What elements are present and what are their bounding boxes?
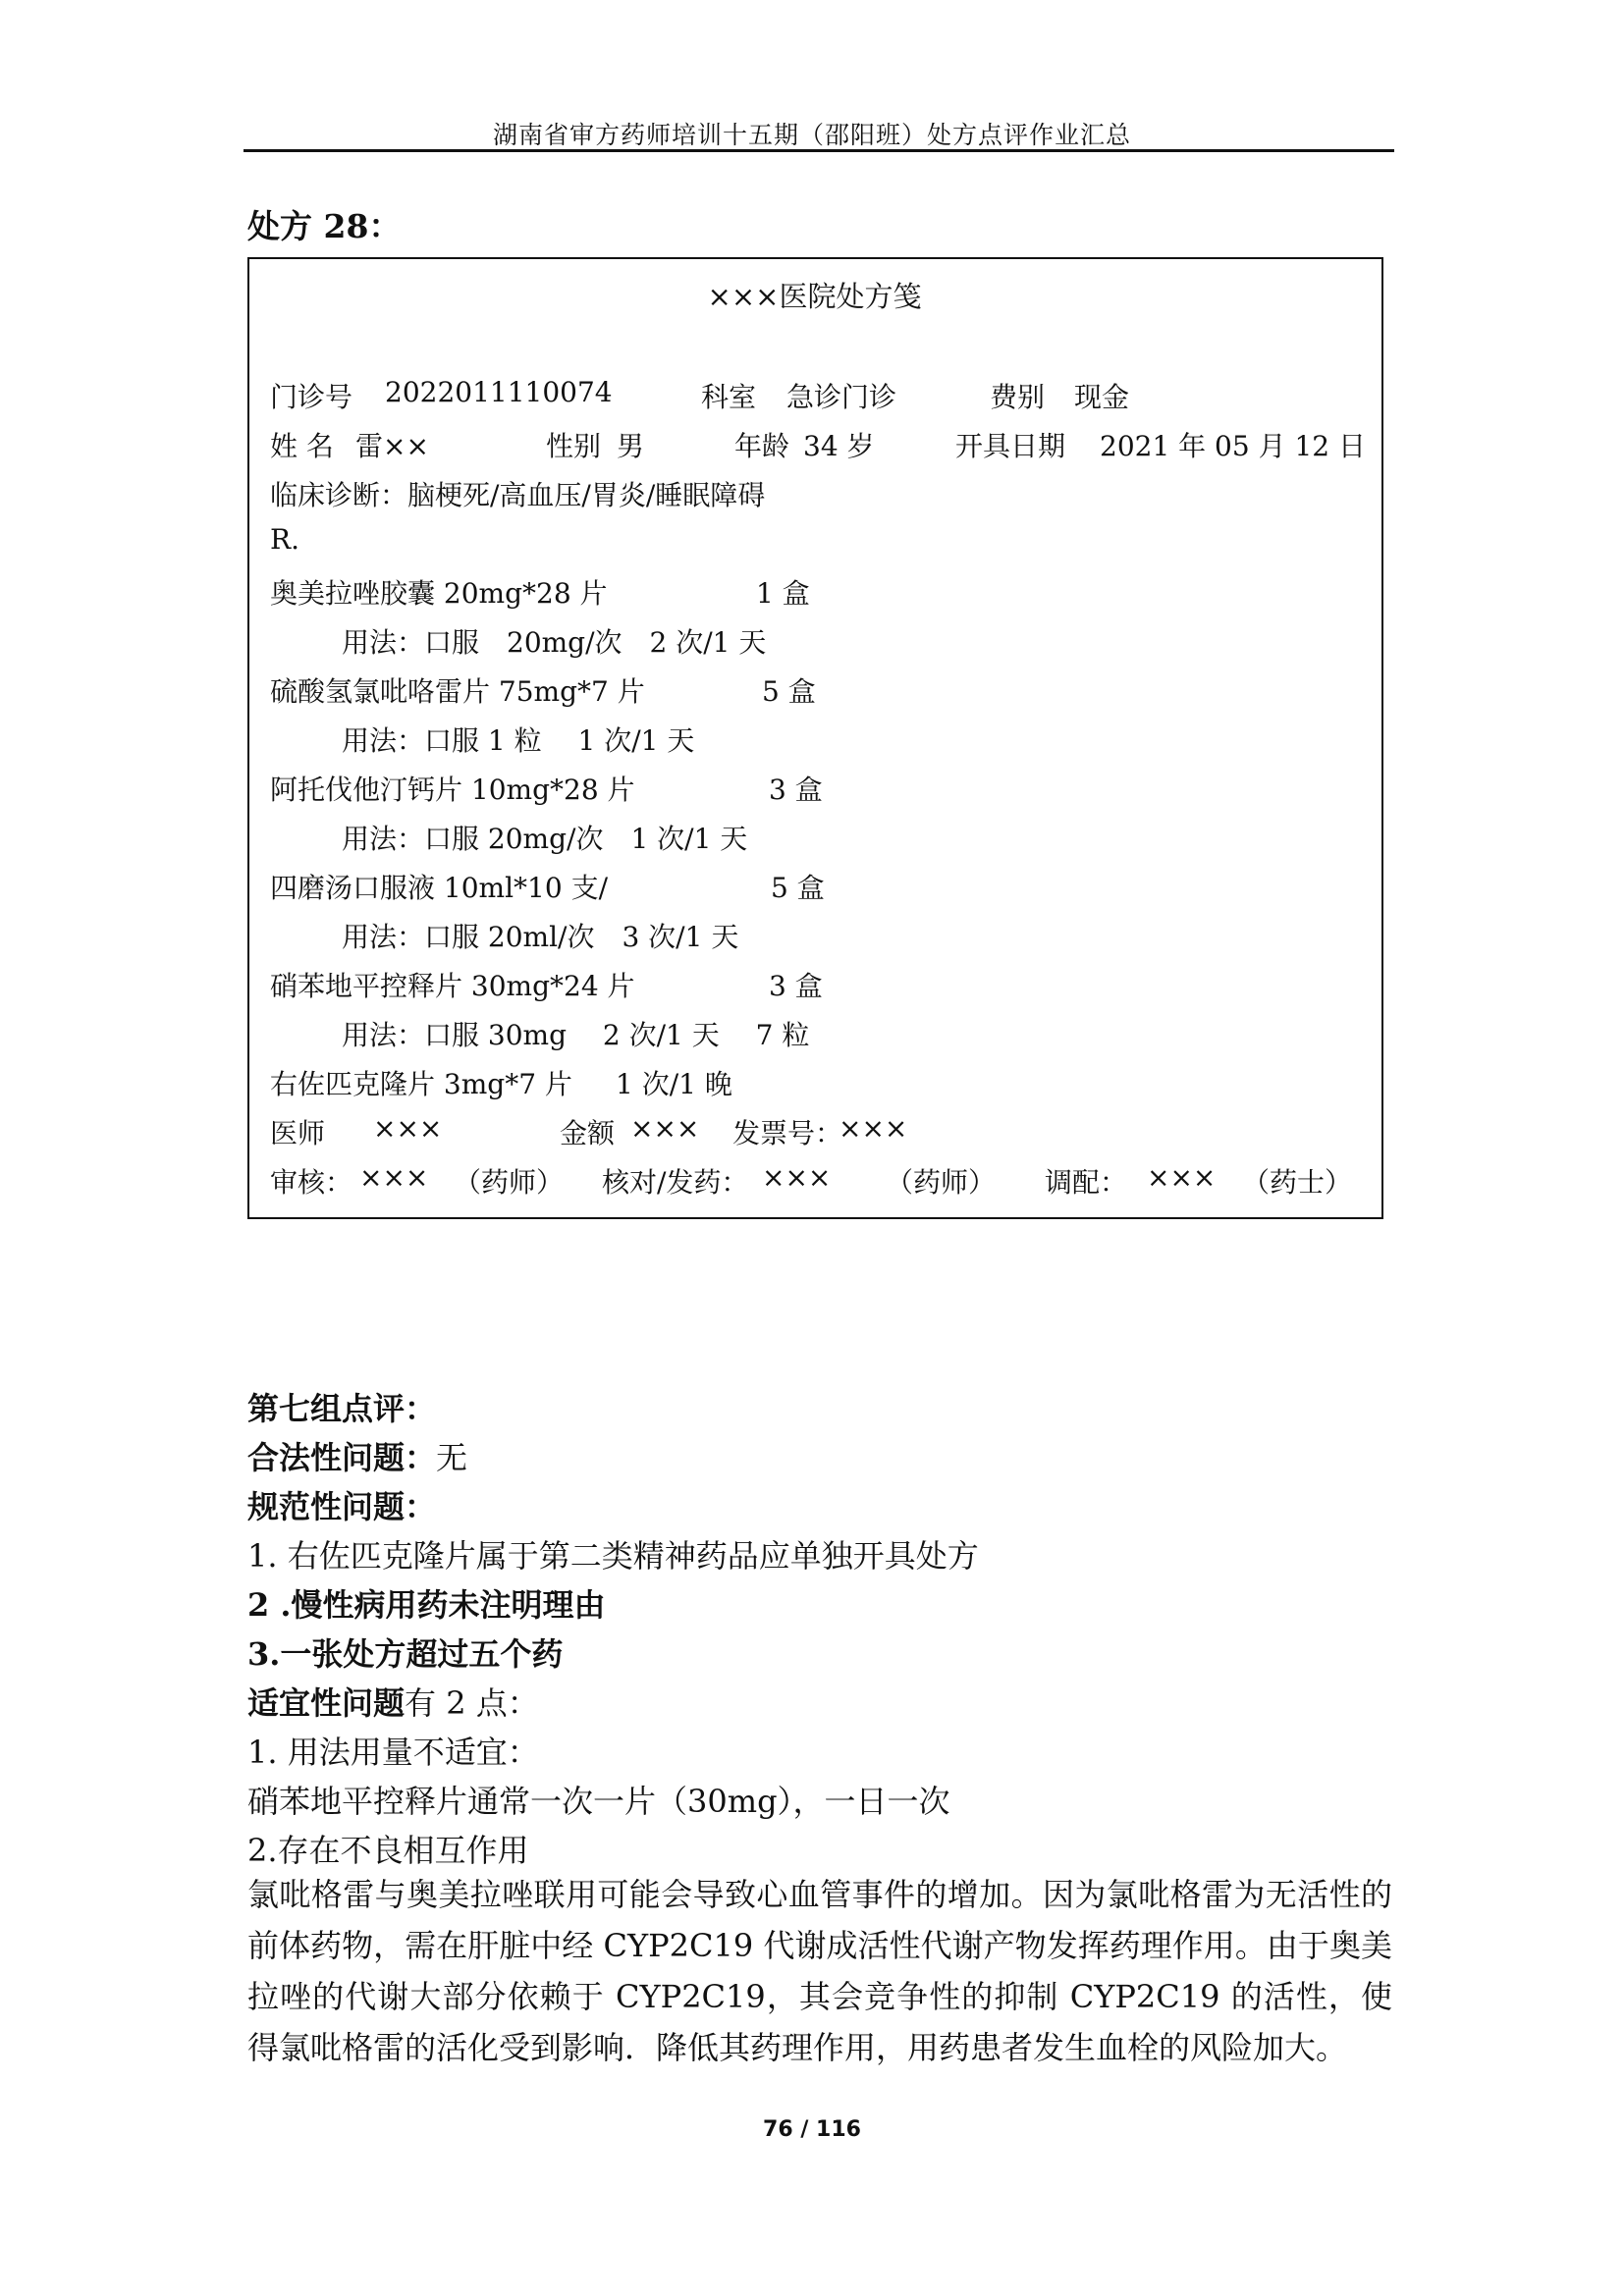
legality-line	[247, 1433, 467, 1478]
header-divider	[244, 149, 1394, 152]
sex-value: 男	[617, 430, 645, 462]
suitability-item-title: 2.存在不良相互作用	[247, 1832, 529, 1869]
legality-label: 合法性问题：	[247, 1439, 437, 1476]
standard-item: 2 .慢性病用药未注明理由	[247, 1586, 606, 1624]
fee-value: 现金	[1074, 381, 1130, 413]
standard-item: 3.一张处方超过五个药	[247, 1635, 564, 1673]
drug-name: 硫酸氢氯吡咯雷片 75mg*7 片	[270, 675, 645, 708]
drug-quantity: 1 次/1 晚	[616, 1068, 732, 1100]
drug-usage: 用法：口服 20mg/次 1 次/1 天	[342, 823, 748, 855]
drug-usage: 用法：口服 20ml/次 3 次/1 天	[342, 921, 739, 953]
review-value: ×××	[359, 1161, 429, 1194]
suitability-suffix: 有 2 点：	[405, 1684, 539, 1722]
amount-label: 金额	[560, 1117, 616, 1149]
check-value: ×××	[762, 1161, 832, 1194]
rx-symbol: R.	[270, 523, 299, 556]
review-role: （药师）	[454, 1166, 565, 1199]
drug-name: 硝苯地平控释片 30mg*24 片	[270, 970, 635, 1002]
name-label: 姓 名	[270, 430, 334, 462]
interaction-paragraph: 氯吡格雷与奥美拉唑联用可能会导致心血管事件的增加。因为氯吡格雷为无活性的前体药物，需在肝脏中经 CYP2C19 代谢成活性代谢产物发挥药理作用。由于奥美拉唑的代谢大部分依赖于 CYP2C19，其会竞争性的抑制 CYP2C19 的活性，使得氯吡格雷的活化受到影响．降低其药理作用，用药患者发生血栓的风险加大。	[247, 1876, 1392, 2066]
age-label: 年龄	[734, 430, 790, 462]
drug-usage: 用法：口服 30mg 2 次/1 天 7 粒	[342, 1019, 810, 1051]
drug-quantity: 5 盒	[771, 872, 825, 904]
drug-name: 奥美拉唑胶囊 20mg*28 片	[270, 577, 608, 610]
suitability-label: 适宜性问题	[247, 1684, 406, 1722]
suitability-item-text: 硝苯地平控释片通常一次一片（30mg），一日一次	[247, 1783, 950, 1820]
suitability-line	[247, 1679, 539, 1724]
fee-label: 费别	[990, 381, 1046, 413]
invoice-value: ×××	[839, 1112, 908, 1145]
review-label: 审核：	[270, 1166, 353, 1199]
prescription-title: ×××医院处方笺	[707, 280, 922, 313]
check-label: 核对/发药：	[602, 1166, 749, 1199]
drug-usage: 用法：口服 1 粒 1 次/1 天	[342, 724, 695, 757]
group-comment-title: 第七组点评：	[247, 1390, 437, 1427]
drug-name: 四磨汤口服液 10ml*10 支/	[270, 872, 608, 904]
standard-label: 规范性问题：	[247, 1488, 437, 1525]
name-value: 雷××	[355, 430, 429, 462]
invoice-label: 发票号：	[732, 1117, 843, 1149]
standard-item: 1. 右佐匹克隆片属于第二类精神药品应单独开具处方	[247, 1537, 979, 1575]
dispense-role: （药士）	[1242, 1166, 1353, 1199]
date-label: 开具日期	[955, 430, 1066, 462]
drug-quantity: 5 盒	[762, 675, 816, 708]
page-number: 76 / 116	[763, 2117, 861, 2142]
dispense-value: ×××	[1147, 1161, 1217, 1194]
check-role: （药师）	[886, 1166, 997, 1199]
page-header-title: 湖南省审方药师培训十五期（邵阳班）处方点评作业汇总	[492, 121, 1131, 149]
clinic-no-label: 门诊号	[270, 381, 353, 413]
age-value: 34 岁	[803, 430, 875, 462]
drug-quantity: 3 盒	[769, 970, 823, 1002]
drug-quantity: 3 盒	[769, 774, 823, 806]
dept-label: 科室	[701, 381, 757, 413]
drug-name: 阿托伐他汀钙片 10mg*28 片	[270, 774, 635, 806]
date-value: 2021 年 05 月 12 日	[1100, 430, 1367, 462]
prescription-heading: 处方 28：	[247, 207, 402, 245]
dept-value: 急诊门诊	[786, 381, 897, 413]
drug-usage: 用法：口服 20mg/次 2 次/1 天	[342, 626, 767, 659]
doctor-label: 医师	[270, 1117, 326, 1149]
drug-quantity: 1 盒	[756, 577, 810, 610]
clinic-no-value: 2022011110074	[385, 376, 613, 408]
amount-value: ×××	[630, 1112, 700, 1145]
drug-name: 右佐匹克隆片 3mg*7 片	[270, 1068, 572, 1100]
doctor-value: ×××	[373, 1112, 443, 1145]
legality-value: 无	[436, 1439, 468, 1476]
diagnosis: 临床诊断：脑梗死/高血压/胃炎/睡眠障碍	[270, 479, 766, 511]
suitability-item-title: 1. 用法用量不适宜：	[247, 1734, 539, 1771]
dispense-label: 调配：	[1045, 1166, 1128, 1199]
sex-label: 性别	[546, 430, 602, 462]
